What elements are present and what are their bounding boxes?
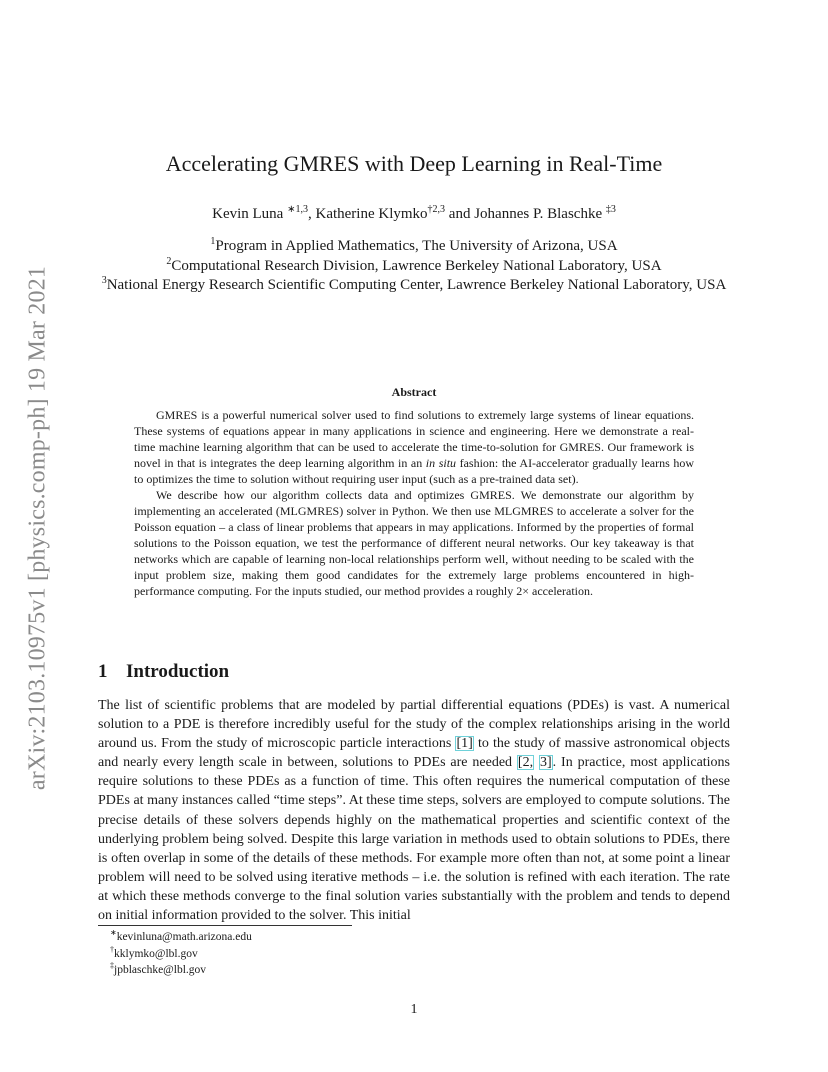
footnote-item xyxy=(110,929,252,946)
abstract-text: fashion: the AI-accelerator gradually learns how to optimizes the time to solution without requiring user input (such as a pre-trained data set). xyxy=(134,456,695,486)
abstract-body xyxy=(134,407,694,599)
affiliation-text: Computational Research Division, Lawrence Berkeley National Laboratory, USA xyxy=(171,257,662,274)
section-title: Introduction xyxy=(126,661,230,682)
footnote-email: jpblaschke@lbl.gov xyxy=(114,964,207,976)
author-name: Kevin Luna xyxy=(212,206,284,222)
affiliation-item xyxy=(90,257,738,277)
affiliation-item xyxy=(90,276,738,296)
author-separator: and xyxy=(445,206,475,222)
footnote-email: kevinluna@math.arizona.edu xyxy=(116,931,252,943)
affiliation-text: National Energy Research Scientific Computing Center, Lawrence Berkeley National Laboratory, USA xyxy=(106,277,727,293)
citation-link[interactable]: 3] xyxy=(539,755,552,771)
author-marks: ∗1,3 xyxy=(287,204,308,215)
body-text: . In practice, most applications require solutions to these PDEs as a function of time. This often requires the numerical computation of these PDEs at many instances called “time steps”. At these time steps, solvers are employed to compute solutions. The precise details of these solvers depends highly on the mathematical properties and scientific context of the underlying problem being solved. Despite this large variation in methods used to obtain solutions to PDEs, there is often overlap in some of the details of these methods. For example more often than not, at some point a linear problem will need to be solved using iterative methods – i.e. the solution is refined with each iteration. The rate at which these methods converge to the final solution varies substantially with the problem and tends to depend on initial information provided to the solver. This initial xyxy=(98,755,731,924)
footnote-email: kklymko@lbl.gov xyxy=(114,947,198,960)
abstract-paragraph xyxy=(134,407,694,487)
abstract-emphasis: in situ xyxy=(425,456,457,470)
affiliation-item xyxy=(90,237,738,257)
affiliation-mark: 1 xyxy=(210,236,216,247)
abstract-heading: Abstract xyxy=(391,385,437,399)
section-heading xyxy=(98,660,229,684)
page-number: 1 xyxy=(410,1002,418,1017)
author-name: Katherine Klymko xyxy=(315,206,428,222)
arxiv-identifier-stamp: arXiv:2103.10975v1 [physics.comp-ph] 19 Mar 2021 xyxy=(24,265,51,791)
paper-title: Accelerating GMRES with Deep Learning in Real-Time xyxy=(165,151,663,176)
body-text: to the study of massive astronomical objects and nearly every length scale in between, solutions to PDEs are needed xyxy=(98,736,730,771)
citation-link[interactable]: [2, xyxy=(517,755,534,771)
affiliation-mark: 2 xyxy=(166,255,172,267)
footnote-mark: † xyxy=(110,944,114,954)
author-name: Johannes P. Blaschke xyxy=(474,206,603,222)
footnote-list xyxy=(110,929,252,979)
author-list xyxy=(0,204,828,224)
affiliation-list xyxy=(90,237,738,296)
abstract-paragraph: We describe how our algorithm collects data and optimizes GMRES. We demonstrate our algorithm by implementing an accelerated (MLGMRES) solver in Python. We then use MLGMRES to accelerate a solver for the Poisson equation – a class of linear problems that appears in may applications. Informed by the properties of formal solutions to the Poisson equation, we test the performance of different neural networks. Our key takeaway is that networks which are capable of learning non-local relationships perform well, without needing to be scaled with the input problem size, making them good candidates for the extremely large problems encountered in high-performance computing. For the inputs studied, our method provides a roughly 2× acceleration. xyxy=(134,488,694,598)
citation-link[interactable]: [1] xyxy=(456,736,473,752)
footnote-mark: ‡ xyxy=(110,961,114,971)
intro-paragraph xyxy=(98,696,730,925)
section-number: 1 xyxy=(98,661,108,682)
abstract-text: GMRES is a powerful numerical solver used to find solutions to extremely large systems of linear equations. These systems of equations appear in many applications in science and engineering. Here we demonstrate a real-time machine learning algorithm that can be used to accelerate the time-to-solution for GMRES. Our framework is novel in that is integrates the deep learning algorithm in an xyxy=(134,408,694,470)
affiliation-text: Program in Applied Mathematics, The University of Arizona, USA xyxy=(215,238,618,254)
body-text: The list of scientific problems that are modeled by partial differential equations (PDEs) is vast. A numerical solution to a PDE is therefore incredibly useful for the study of the complex relationships arising in the world around us. From the study of microscopic particle interactions xyxy=(98,698,730,752)
footnote-divider xyxy=(98,925,352,926)
footnote-item xyxy=(110,962,252,979)
affiliation-mark: 3 xyxy=(101,275,107,286)
author-marks: ‡3 xyxy=(605,204,616,215)
author-separator: , xyxy=(307,206,316,222)
footnote-mark: ∗ xyxy=(110,928,117,938)
author-marks: †2,3 xyxy=(427,204,446,215)
footnote-item xyxy=(110,946,252,963)
